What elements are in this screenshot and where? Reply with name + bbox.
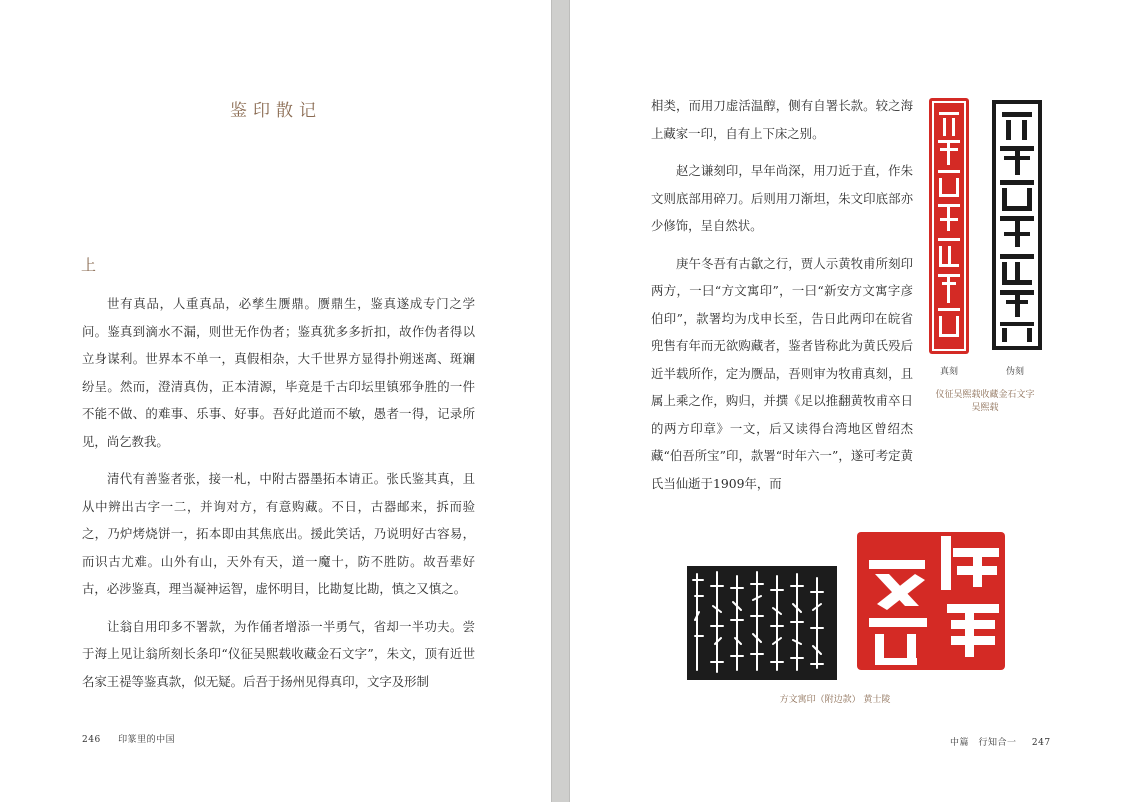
page-number: 246 <box>82 735 101 745</box>
section-name: 中篇 行知合一 <box>950 738 1017 748</box>
page-number: 247 <box>1031 738 1051 748</box>
section-heading: 上 <box>81 256 97 274</box>
paragraph: 让翁自用印多不署款，为作俑者增添一半勇气，省却一半功夫。尝于海上见让翁所刻长条印“仪征吴熙载收藏金石文字”，朱文，顶有近世名家王禔等鉴真款，似无疑。后吾于扬州见得真印，文字及形制 <box>82 618 475 689</box>
fake-seal-image <box>990 96 1044 356</box>
side-inscription-rubbing <box>687 566 837 680</box>
paragraph: 相类，而用刀虚活温醇，侧有自署长款。较之海上藏家一印，自有上下床之别。 <box>651 98 913 141</box>
seal-pair-caption <box>920 387 1050 413</box>
book-title: 印篆里的中国 <box>118 735 176 745</box>
real-seal-label: 真刻 <box>940 367 959 377</box>
left-body-text <box>82 290 475 705</box>
chapter-title: 鉴印散记 <box>230 101 322 121</box>
left-footer <box>82 732 175 745</box>
seal-pair-caption-line1: 仪征吴熙载收藏金石文字 <box>935 390 1035 400</box>
paragraph: 赵之谦刻印，早年尚深，用刀近于直，作朱文则底部用碎刀。后则用刀渐坦，朱文印底部亦少修饰，呈自然状。 <box>651 163 913 233</box>
fake-seal-label: 伪刻 <box>1006 367 1025 377</box>
real-seal-image <box>928 96 970 356</box>
square-red-seal <box>855 522 1007 674</box>
square-seal-caption: 方文寓印（附边款） 黄士陵 <box>779 695 891 705</box>
left-page <box>0 0 552 802</box>
paragraph: 庚午冬吾有古歙之行，贾人示黄牧甫所刻印两方，一曰“方文寓印”，一曰“新安方文寓字彦伯印”，款署均为戊申长至，告日此两印在皖省兜售有年而无欲购藏者，鉴者皆称此为黄氏殁后近半载所作，定为赝品，吾则审为牧甫真刻，且属上乘之作，购归，并撰《足以推翻黄牧甫卒日的两方印章》一文，后又读得台湾地区曾绍杰藏“伯吾所宝”印，款署“时年六一”，遂可考定黄氏当仙逝于1909年，而 <box>651 255 913 491</box>
right-footer <box>950 735 1051 748</box>
paragraph: 清代有善鉴者张，接一札，中附古器墨拓本请正。张氏鉴其真，且从中辨出古字一二，并询对方，有意购藏。不日，古器邮来，拆而验之，乃炉烤烧饼一，拓本即由其焦底出。援此笑话，乃说明好古容易，而识古尤难。山外有山，天外有天，道一魔十，防不胜防。故吾辈好古，必涉鉴真，理当凝神运智，虚怀明目，比勘复比勘，慎之又慎之。 <box>82 471 475 596</box>
paragraph: 世有真品，人重真品，必孳生赝鼎。赝鼎生，鉴真遂成专门之学问。鉴真到滴水不漏，则世无作伪者；鉴真犹多多折扣，故作伪者得以立身谋利。世界本不单一，真假相杂，大千世界方显得扑朔迷离、斑斓纷呈。然而，澄清真伪，正本清源，毕竟是千古印坛里镇邪争胜的一件不能不做、的难事、乐事、好事。吾好此道而不敏，愚者一得，记录所见，尚乞教我。 <box>82 296 475 449</box>
seal-pair-caption-line2: 吴熙载 <box>971 403 999 413</box>
right-body-text <box>651 92 913 507</box>
